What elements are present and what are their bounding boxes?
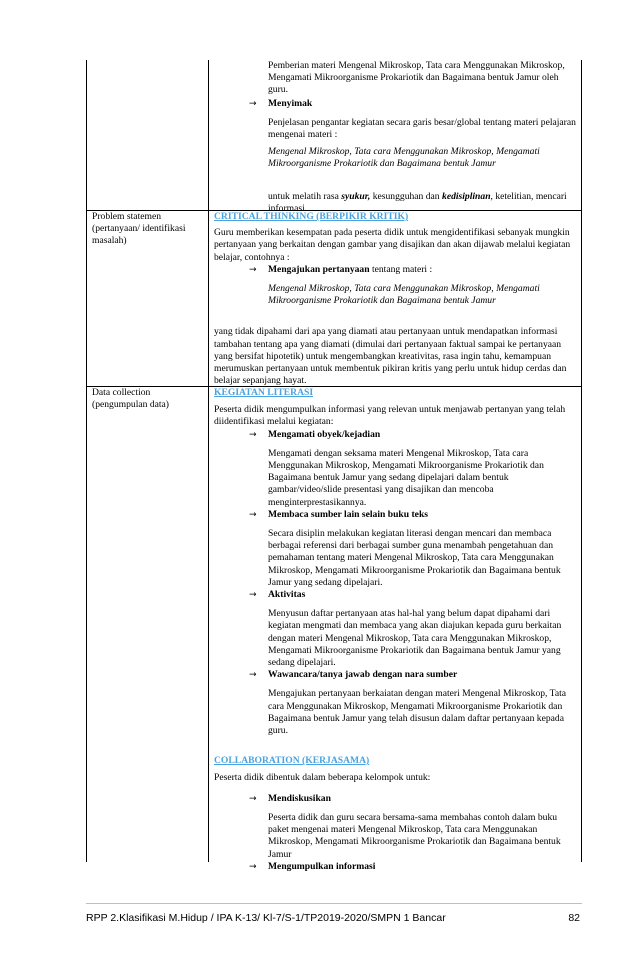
row1-content bbox=[214, 60, 578, 215]
page-number: 82 bbox=[568, 912, 580, 924]
row3-label: Data collection (pengumpulan data) bbox=[92, 387, 169, 411]
row2-content bbox=[214, 211, 578, 387]
footer-divider bbox=[86, 903, 582, 904]
list-item: → Membaca sumber lain selain buku teks bbox=[249, 508, 429, 520]
footer-text: RPP 2.Klasifikasi M.Hidup / IPA K-13/ Kl-7/S-1/TP2019-2020/SMPN 1 Bancar bbox=[86, 912, 446, 924]
table-column-divider bbox=[208, 60, 209, 862]
list-item: → Aktivitas bbox=[249, 589, 306, 601]
menyimak-label: Menyimak bbox=[268, 97, 313, 109]
row2-closing: yang tidak dipahami dari apa yang diamati atau pertanyaan untuk mendapatkan informasi tambahan tentang apa yang diamati (dimulai dari pertanyaan faktual sampai ke pertanyaan yang bersifat hipotetik) untuk mengembangkan kreativitas, rasa ingin tahu, kemampuan merumuskan pertanyaan untuk membentuk pikiran kritis yang perlu untuk hidup cerdas dan belajar sepanjang hayat. bbox=[214, 326, 567, 387]
row3-intro: Peserta didik mengumpulkan informasi yang relevan untuk menjawab pertanyan yang telah diidentifikasi melalui kegiatan: bbox=[214, 404, 566, 428]
arrow-icon: → bbox=[249, 264, 257, 275]
row1-intro: Pemberian materi Mengenal Mikroskop, Tata cara Menggunakan Mikroskop, Mengamati Mikroorganisme Prokariotik dan Bagaimana bentuk Jamur oleh guru. bbox=[268, 60, 565, 96]
table-border-left bbox=[86, 60, 87, 862]
arrow-icon: → bbox=[249, 793, 257, 804]
arrow-icon: → bbox=[249, 861, 257, 872]
list-item-desc: Mengajukan pertanyaan berkaiatan dengan materi Mengenal Mikroskop, Tata cara Menggunakan Mikroskop, Mengamati Mikroorganisme Prokariotik dan Bagaimana bentuk Jamur yang telah disusun dalam daftar pertanyaan kepada guru. bbox=[268, 688, 567, 737]
list-item-desc: Secara disiplin melakukan kegiatan literasi dengan mencari dan membaca berbagai referensi dari berbagai sumber guna menambah pengetahuan dan pemahaman tentang materi Mengenal Mikroskop, Tata cara Menggunakan Mikroskop, Mengamati Mikroorganisme Prokariotik dan Bagaimana bentuk Jamur yang sedang dipelajari. bbox=[268, 528, 561, 588]
row2-intro: Guru memberikan kesempatan pada peserta didik untuk mengidentifikasi sebanyak mungkin pertanyaan yang berkaitan dengan gambar yang disajikan dan akan dijawab melalui kegiatan belajar, contohnya : bbox=[214, 227, 571, 263]
row1-closing: untuk melatih rasa syukur, kesungguhan dan kedisiplinan, ketelitian, mencari informasi. bbox=[268, 190, 567, 214]
materi-text: Mengenal Mikroskop, Tata cara Menggunakan Mikroskop, Mengamati Mikroorganisme Prokariotik dan Bagaimana bentuk Jamur bbox=[268, 146, 540, 170]
row2-label: Problem statemen (pertanyaan/ identifikasi masalah) bbox=[92, 211, 186, 247]
list-item: → Wawancara/tanya jawab dengan nara sumber bbox=[249, 669, 458, 681]
arrow-icon: → bbox=[249, 509, 257, 520]
collaboration-heading: COLLABORATION (KERJASAMA) bbox=[214, 755, 370, 767]
table-border-right bbox=[581, 60, 582, 862]
arrow-icon: → bbox=[249, 590, 257, 601]
list-item-desc: Peserta didik dan guru secara bersama-sama membahas contoh dalam buku paket mengenai materi Mengenal Mikroskop, Tata cara Menggunakan Mikroskop, Mengamati Mikroorganisme Prokariotik dan Bagaimana bentuk Jamur bbox=[268, 811, 561, 860]
list-item: → Mendiskusikan bbox=[249, 792, 331, 804]
arrow-icon: → bbox=[249, 670, 257, 681]
list-item-desc: Menyusun daftar pertanyaan atas hal-hal yang belum dapat dipahami dari kegiatan mengmati dan membaca yang akan diajukan kepada guru berkaitan dengan materi Mengenal Mikroskop, Tata cara Menggunakan Mikroskop, Mengamati Mikroorganisme Prokariotik dan Bagaimana bentuk Jamur yang sedang dipelajari. bbox=[268, 608, 562, 669]
menyimak-desc: Penjelasan pengantar kegiatan secara garis besar/global tentang materi pelajaran mengenai materi : bbox=[268, 116, 576, 141]
arrow-icon: → bbox=[249, 429, 257, 440]
lesson-plan-table bbox=[86, 60, 582, 872]
materi-text: Mengenal Mikroskop, Tata cara Menggunakan Mikroskop, Mengamati Mikroorganisme Prokariotik dan Bagaimana bentuk Jamur bbox=[268, 283, 540, 307]
row3-content bbox=[214, 387, 578, 873]
arrow-icon: → bbox=[249, 98, 257, 109]
list-item: → Mengamati obyek/kejadian bbox=[249, 428, 381, 440]
collab-intro: Peserta didik dibentuk dalam beberapa kelompok untuk: bbox=[214, 772, 431, 784]
critical-thinking-heading: CRITICAL THINKING (BERPIKIR KRITIK) bbox=[214, 211, 409, 222]
menyimak-item bbox=[214, 98, 578, 110]
page-footer bbox=[86, 911, 582, 925]
list-item-desc: Mengamati dengan seksama materi Mengenal Mikroskop, Tata cara Menggunakan Mikroskop, Mengamati Mikroorganisme Prokariotik dan Bagaimana bentuk Jamur yang sedang dipelajari dalam bentuk gambar/video/slide presentasi yang disajikan dan mencoba menginterprestasikannya. bbox=[268, 447, 544, 508]
mengajukan-item: → Mengajukan pertanyaan tentang materi : bbox=[249, 263, 433, 275]
list-item: → Mengumpulkan informasi bbox=[249, 860, 376, 872]
literasi-heading: KEGIATAN LITERASI bbox=[214, 387, 314, 398]
